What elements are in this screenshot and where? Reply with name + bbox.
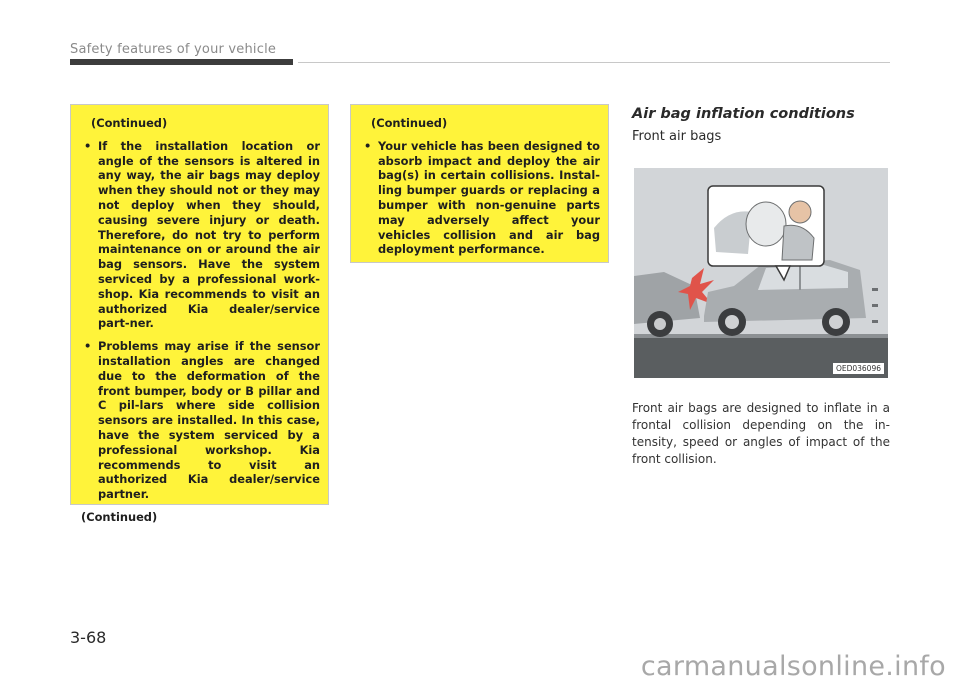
collision-illustration [634, 168, 888, 378]
warning-item: • Problems may arise if the sensor installation angles are changed due to the deformation of the front bumper, body or B pillar and C pil-lars where side collision sensors are installed. In this case, have the system serviced by a professional workshop. Kia recommends to visit an authorized Kia dealer/service partner. [81, 339, 320, 502]
page-number: 3-68 [70, 628, 107, 647]
section-body-text: Front air bags are designed to inflate in a frontal collision depending on the in-tensity, speed or angles of impact of the front collision. [632, 401, 890, 466]
header-title: Safety features of your vehicle [70, 42, 277, 57]
warning-box-bumper [350, 104, 609, 263]
header-bar [70, 59, 293, 65]
warning-item: • If the installation location or angle of the sensors is altered in any way, the air bags may deploy when they should not or they may not deploy when they should, causing severe injury or death. Therefore, do not try to perform maintenance on or around the air bag sensors. Have the system serviced by a professional work-shop. Kia recommends to visit an authorized Kia dealer/service part-ner. [81, 139, 320, 331]
section-subtitle: Front air bags [632, 129, 722, 144]
figure-code-label: OED036096 [833, 363, 884, 374]
section-title: Air bag inflation conditions [632, 106, 855, 122]
continued-label: (Continued) [371, 116, 448, 130]
collision-drawing [634, 168, 888, 378]
warning-list [81, 139, 320, 502]
warning-box-sensors [70, 104, 329, 524]
warning-list [361, 139, 600, 257]
header-rule [298, 62, 890, 63]
continued-label: (Continued) [81, 509, 158, 524]
continued-label: (Continued) [91, 116, 168, 130]
warning-item: • Your vehicle has been designed to absorb impact and deploy the air bag(s) in certain collisions. Instal-ling bumper guards or replacing a bumper with non-genuine parts may adversely affect your vehicles collision and air bag deployment performance. [361, 139, 600, 257]
watermark-link[interactable]: carmanualsonline.info [640, 651, 946, 682]
